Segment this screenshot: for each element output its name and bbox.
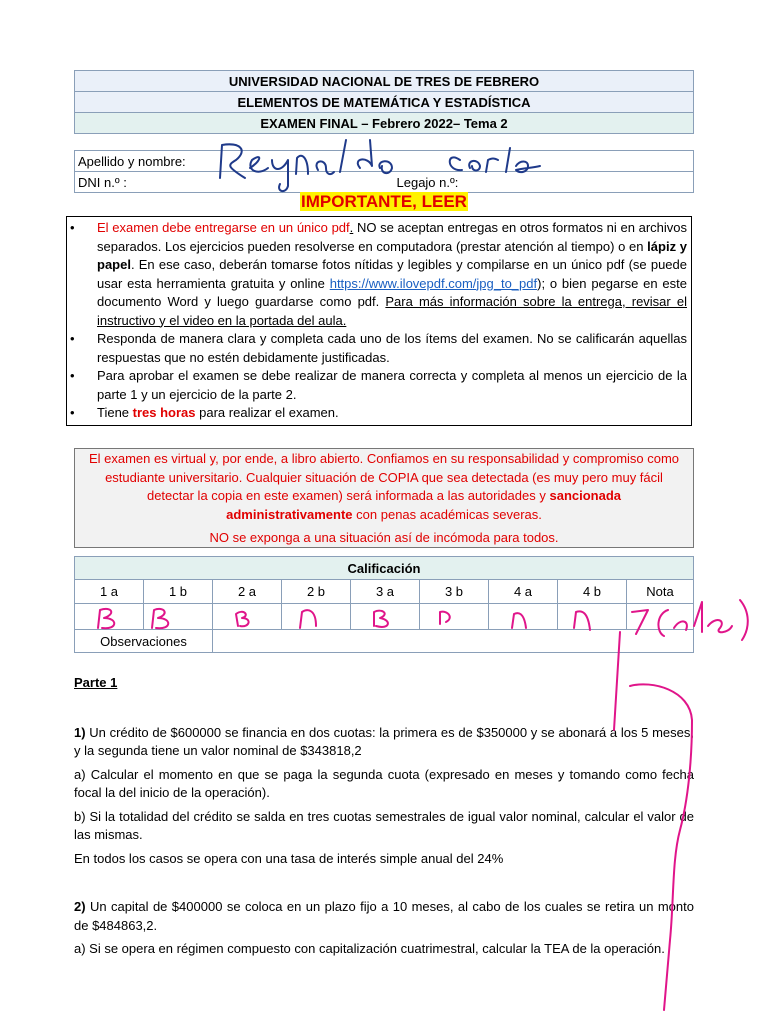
university-title: UNIVERSIDAD NACIONAL DE TRES DE FEBRERO [75,71,694,92]
question-1-note: En todos los casos se opera con una tasa de interés simple anual del 24% [74,850,504,866]
grade-cell [489,604,558,630]
grade-col-4b: 4 b [558,580,627,604]
important-heading: IMPORTANTE, LEER [301,192,467,211]
rule-item: • El examen debe entregarse en un único pdf. NO se aceptan entregas en otros formatos ni en archivos separados. Los ejercicios pueden resolverse en computadora (prestar atención al tiempo) o en lápiz y papel. En ese caso, deberán tomarse fotos nítidas y legibles y compilarse en un único pdf (se puede usar esta herramienta gratuita y online https://www.ilovepdf.com/jpg_to_pdf); o bien pegarse en este documento Word y luego guardarse como pdf. Para más información sobre la entrega, revisar el instructivo y el video en la portada del aula. [70,220,687,328]
name-label: Apellido y nombre: [78,153,186,169]
grade-col-1b: 1 b [144,580,213,604]
question-1b: b) Si la totalidad del crédito se salda en tres cuotas semestrales de igual valor nominal, calcular el valor de las mismas. [74,808,694,842]
rule-item: • Responda de manera clara y completa cada uno de los ítems del examen. No se calificarán aquellas respuestas que no estén debidamente justificadas. [70,331,687,365]
grade-col-nota: Nota [627,580,694,604]
observations-field [213,630,694,653]
exam-title: EXAMEN FINAL – Febrero 2022– Tema 2 [75,113,694,134]
grade-cell [144,604,213,630]
rule-item: • Tiene tres horas para realizar el examen. [67,404,691,423]
legajo-label: Legajo n.º: [396,174,459,190]
name-field [75,151,694,172]
grades-table [74,556,694,653]
grade-col-3a: 3 a [351,580,420,604]
rules-box [66,216,692,426]
question-1: 1) Un crédito de $600000 se financia en dos cuotas: la primera es de $350000 y se abonará a los 5 meses, y la segunda tiene un valor nominal de $343818,2 [74,724,694,758]
grade-cell [213,604,282,630]
dni-label: DNI n.º : [78,174,127,190]
grade-cell [627,604,694,630]
question-2a: a) Si se opera en régimen compuesto con capitalización cuatrimestral, calcular la TEA de la operación. [74,941,665,956]
grade-cell [558,604,627,630]
exam-content [74,674,694,959]
grade-col-4a: 4 a [489,580,558,604]
grade-cell [351,604,420,630]
bullet-icon: • [70,220,75,235]
dni-field [75,172,694,193]
bullet-icon: • [70,368,75,383]
ilovepdf-link[interactable]: https://www.ilovepdf.com/jpg_to_pdf [329,275,538,291]
question-1a: a) Calcular el momento en que se paga la segunda cuota (expresado en meses y tomando como fecha focal la del inicio de la operación). [74,766,694,800]
course-title: ELEMENTOS DE MATEMÁTICA Y ESTADÍSTICA [75,92,694,113]
exam-header [74,70,694,134]
question-2: 2) Un capital de $400000 se coloca en un plazo fijo a 10 meses, al cabo de los cuales se retira un monto de $484863,2. [74,899,694,933]
exam-page [70,70,694,956]
grade-cell [282,604,351,630]
warning-box: El examen es virtual y, por ende, a libro abierto. Confiamos en su responsabilidad y compromiso como estudiante universitario. Cualquier situación de COPIA que sea detectada (es muy pero muy fácil detectar la copia en este examen) será informada a las autoridades y sancionada administrativamente con penas académicas severas. NO se exponga a una situación así de incómoda para todos. [74,448,694,548]
part-1-heading: Parte 1 [74,675,118,690]
bullet-icon: • [70,331,75,346]
student-info [74,150,694,193]
rule-item: • Para aprobar el examen se debe realizar de manera correcta y completa al menos un ejercicio de la parte 1 y un ejercicio de la parte 2. [70,368,687,402]
grade-cell [420,604,489,630]
grade-col-1a: 1 a [75,580,144,604]
observations-label: Observaciones [75,630,213,653]
bullet-icon: • [70,405,75,420]
grade-cell [75,604,144,630]
grade-col-2b: 2 b [282,580,351,604]
grade-col-2a: 2 a [213,580,282,604]
grades-title: Calificación [75,557,694,580]
grade-col-3b: 3 b [420,580,489,604]
